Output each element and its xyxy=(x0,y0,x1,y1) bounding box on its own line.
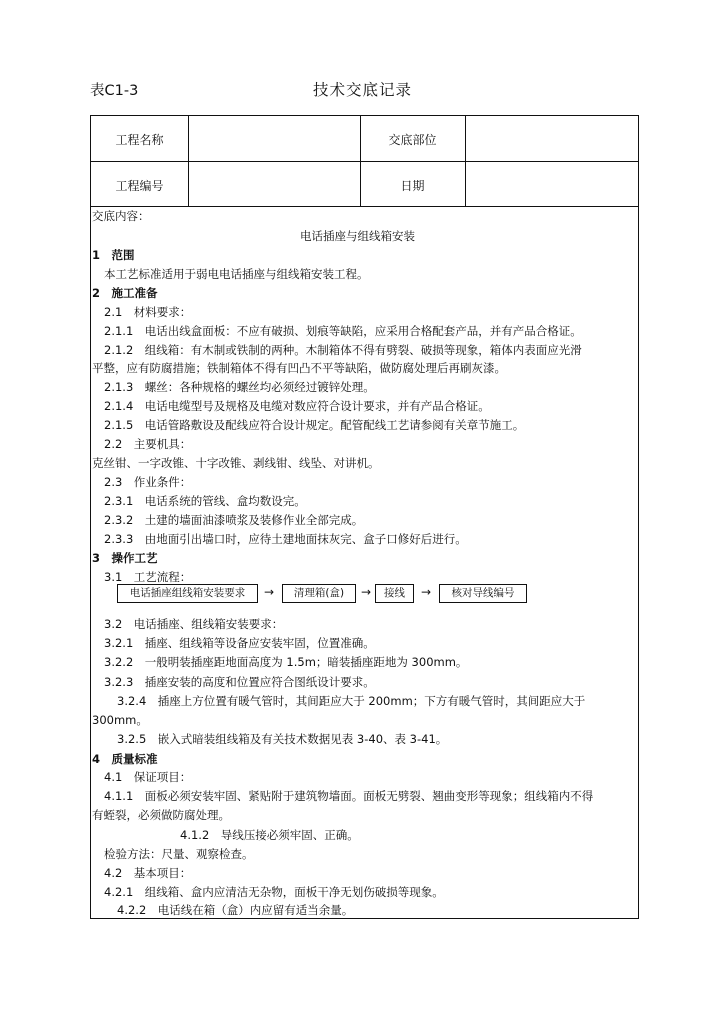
section-heading: 1 范围 xyxy=(92,248,135,262)
paragraph: 300mm。 xyxy=(92,713,148,727)
paragraph: 4.2.2 电话线在箱（盒）内应留有适当余量。 xyxy=(117,903,354,917)
paragraph: 3.2 电话插座、组线箱安装要求： xyxy=(104,617,284,631)
paragraph: 克丝钳、一字改锥、十字改锥、剥线钳、线坠、对讲机。 xyxy=(92,456,380,470)
form-code: 表C1-3 xyxy=(90,83,139,99)
subject-title: 电话插座与组线箱安装 xyxy=(300,229,415,243)
paragraph: 本工艺标准适用于弱电电话插座与组线箱安装工程。 xyxy=(104,267,369,281)
section-heading: 3 操作工艺 xyxy=(92,551,158,565)
paragraph: 2.1.1 电话出线盒面板：不应有破损、划痕等缺陷，应采用合格配套产品，并有产品合格证。 xyxy=(104,324,582,338)
paragraph: 2.1.2 组线箱：有木制或铁制的两种。木制箱体不得有劈裂、破损等现象，箱体内表面应光滑 xyxy=(104,343,582,357)
paragraph: 3.2.5 嵌入式暗装组线箱及有关技术数据见表 3-40、表 3-41。 xyxy=(117,732,448,746)
paragraph: 2.1.4 电话电缆型号及规格及电缆对数应符合设计要求，并有产品合格证。 xyxy=(104,399,490,413)
paragraph: 平整，应有防腐措施；铁制箱体不得有凹凸不平等缺陷，做防腐处理后再刷灰漆。 xyxy=(92,361,506,375)
flow-arrow: → xyxy=(421,585,432,599)
flow-step: 清理箱(盒) xyxy=(282,584,356,603)
project-no-label: 工程编号 xyxy=(115,179,164,193)
flow-arrow: → xyxy=(361,585,372,599)
col-divider xyxy=(188,116,189,206)
paragraph: 有蛭裂，必须做防腐处理。 xyxy=(92,808,230,822)
section-heading: 2 施工准备 xyxy=(92,286,158,300)
paragraph: 2.1 材料要求： xyxy=(104,305,192,319)
paragraph: 4.2.1 组线箱、盒内应清洁无杂物，面板干净无划伤破损等现象。 xyxy=(104,885,444,899)
page-title: 技术交底记录 xyxy=(313,81,413,99)
col-divider xyxy=(465,116,466,206)
paragraph: 2.2 主要机具： xyxy=(104,437,192,451)
flow-arrow: → xyxy=(264,585,275,599)
paragraph: 2.3.1 电话系统的管线、盒均数设完。 xyxy=(104,494,306,508)
flow-step: 电话插座组线箱安装要求 xyxy=(117,584,258,603)
paragraph: 3.2.4 插座上方位置有暖气管时，其间距应大于 200mm；下方有暖气管时，其间距应大于 xyxy=(117,694,586,708)
paragraph: 4.1.2 导线压接必须牢固、正确。 xyxy=(180,828,359,842)
paragraph: 3.2.1 插座、组线箱等设备应安装牢固，位置准确。 xyxy=(104,636,375,650)
paragraph: 3.1 工艺流程： xyxy=(104,570,192,584)
paragraph: 4.1.1 面板必须安装牢固、紧贴附于建筑物墙面。面板无劈裂、翘曲变形等现象；组线箱内不得 xyxy=(104,789,594,803)
row-divider xyxy=(91,206,638,207)
flow-step: 核对导线编号 xyxy=(439,584,527,603)
paragraph: 2.3.2 土建的墙面油漆喷浆及装修作业全部完成。 xyxy=(104,513,364,527)
date-label: 日期 xyxy=(400,179,425,193)
paragraph: 2.1.3 螺丝：各种规格的螺丝均必须经过镀锌处理。 xyxy=(104,380,375,394)
flow-step: 接线 xyxy=(375,584,414,603)
paragraph: 检验方法：尺量、观察检查。 xyxy=(104,847,254,861)
paragraph: 2.3.3 由地面引出墙口时，应待土建地面抹灰完、盒子口修好后进行。 xyxy=(104,532,467,546)
paragraph: 2.3 作业条件： xyxy=(104,475,192,489)
paragraph: 3.2.3 插座安装的高度和位置应符合图纸设计要求。 xyxy=(104,675,375,689)
content-label: 交底内容： xyxy=(92,209,150,223)
paragraph: 3.2.2 一般明装插座距地面高度为 1.5m；暗装插座距地为 300mm。 xyxy=(104,655,468,669)
location-label: 交底部位 xyxy=(388,133,437,147)
project-name-label: 工程名称 xyxy=(115,133,164,147)
paragraph: 4.1 保证项目： xyxy=(104,770,192,784)
paragraph: 4.2 基本项目： xyxy=(104,866,192,880)
row-divider xyxy=(91,161,638,162)
section-heading: 4 质量标准 xyxy=(92,752,158,766)
paragraph: 2.1.5 电话管路敷设及配线应符合设计规定。配管配线工艺请参阅有关章节施工。 xyxy=(104,418,525,432)
